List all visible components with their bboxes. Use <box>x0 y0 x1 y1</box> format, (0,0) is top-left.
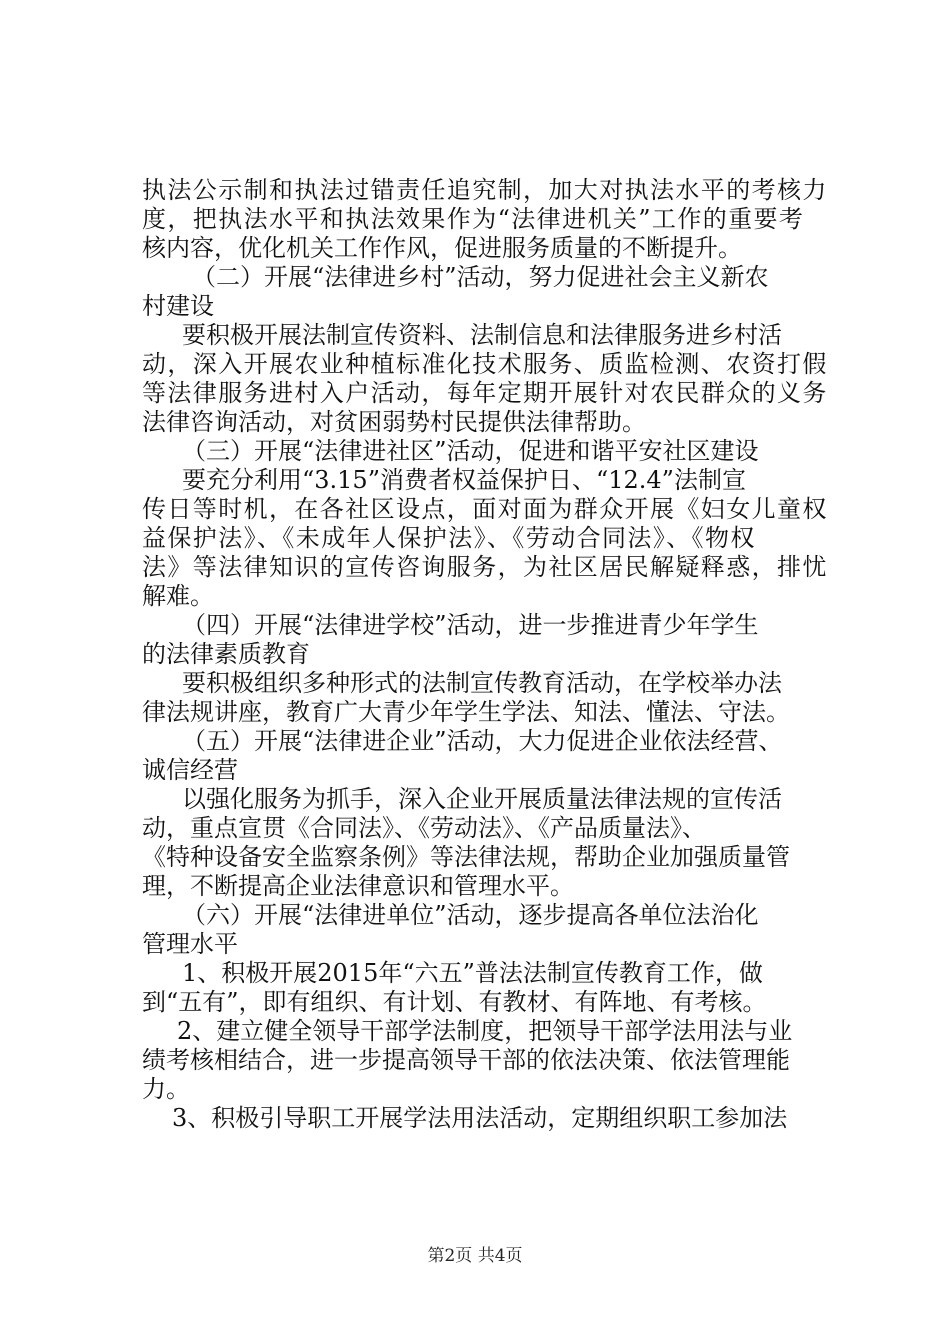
text-line: 核内容，优化机关工作作风，促进服务质量的不断提升。 <box>142 234 742 262</box>
text-line: 等法律服务进村入户活动，每年定期开展针对农民群众的义务 <box>142 379 828 407</box>
section-heading: （六）开展“法律进单位”活动，逐步提高各单位法治化 <box>182 901 759 929</box>
paragraph-start: 要积极组织多种形式的法制宣传教育活动，在学校举办法 <box>182 669 782 697</box>
text-line: 解难。 <box>142 582 214 610</box>
list-item: 3、积极引导职工开展学法用法活动，定期组织职工参加法 <box>172 1104 788 1132</box>
text-line: 法》等法律知识的宣传咨询服务，为社区居民解疑释惑，排忧 <box>142 553 828 581</box>
paragraph-start: 以强化服务为抓手，深入企业开展质量法律法规的宣传活 <box>182 785 782 813</box>
section-heading: （五）开展“法律进企业”活动，大力促进企业依法经营、 <box>182 727 783 755</box>
list-item: 1、积极开展2015年“六五”普法法制宣传教育工作，做 <box>182 959 763 987</box>
document-body <box>142 176 832 1133</box>
text-line: 的法律素质教育 <box>142 640 310 668</box>
text-line: 度，把执法水平和执法效果作为“法律进机关”工作的重要考 <box>142 205 805 233</box>
text-line: 理，不断提高企业法律意识和管理水平。 <box>142 872 574 900</box>
section-heading: （三）开展“法律进社区”活动，促进和谐平安社区建设 <box>182 437 759 465</box>
text-line: 力。 <box>142 1075 190 1103</box>
text-line: 管理水平 <box>142 930 238 958</box>
text-line: 村建设 <box>142 292 214 320</box>
text-line: 《特种设备安全监察条例》等法律法规，帮助企业加强质量管 <box>142 843 790 871</box>
paragraph-start: 要积极开展法制宣传资料、法制信息和法律服务进乡村活 <box>182 321 782 349</box>
list-item: 2、建立健全领导干部学法制度，把领导干部学法用法与业 <box>177 1017 793 1045</box>
text-line: 动，深入开展农业种植标准化技术服务、质监检测、农资打假 <box>142 350 828 378</box>
text-line: 律法规讲座，教育广大青少年学生学法、知法、懂法、守法。 <box>142 698 790 726</box>
text-line: 诚信经营 <box>142 756 238 784</box>
text-line: 传日等时机，在各社区设点，面对面为群众开展《妇女儿童权 <box>142 495 828 523</box>
page-footer: 第2页 共4页 <box>427 1246 523 1266</box>
text-line: 执法公示制和执法过错责任追究制，加大对执法水平的考核力 <box>142 176 828 204</box>
text-line: 绩考核相结合，进一步提高领导干部的依法决策、依法管理能 <box>142 1046 790 1074</box>
text-line: 益保护法》、《未成年人保护法》、《劳动合同法》、《物权 <box>142 524 756 552</box>
text-line: 法律咨询活动，对贫困弱势村民提供法律帮助。 <box>142 408 646 436</box>
paragraph-start: 要充分利用“3.15”消费者权益保护日、“12.4”法制宣 <box>182 466 746 494</box>
section-heading: （四）开展“法律进学校”活动，进一步推进青少年学生 <box>182 611 759 639</box>
section-heading: （二）开展“法律进乡村”活动，努力促进社会主义新农 <box>192 263 769 291</box>
text-line: 到“五有”，即有组织、有计划、有教材、有阵地、有考核。 <box>142 988 767 1016</box>
text-line: 动，重点宣贯《合同法》、《劳动法》、《产品质量法》、 <box>142 814 706 842</box>
